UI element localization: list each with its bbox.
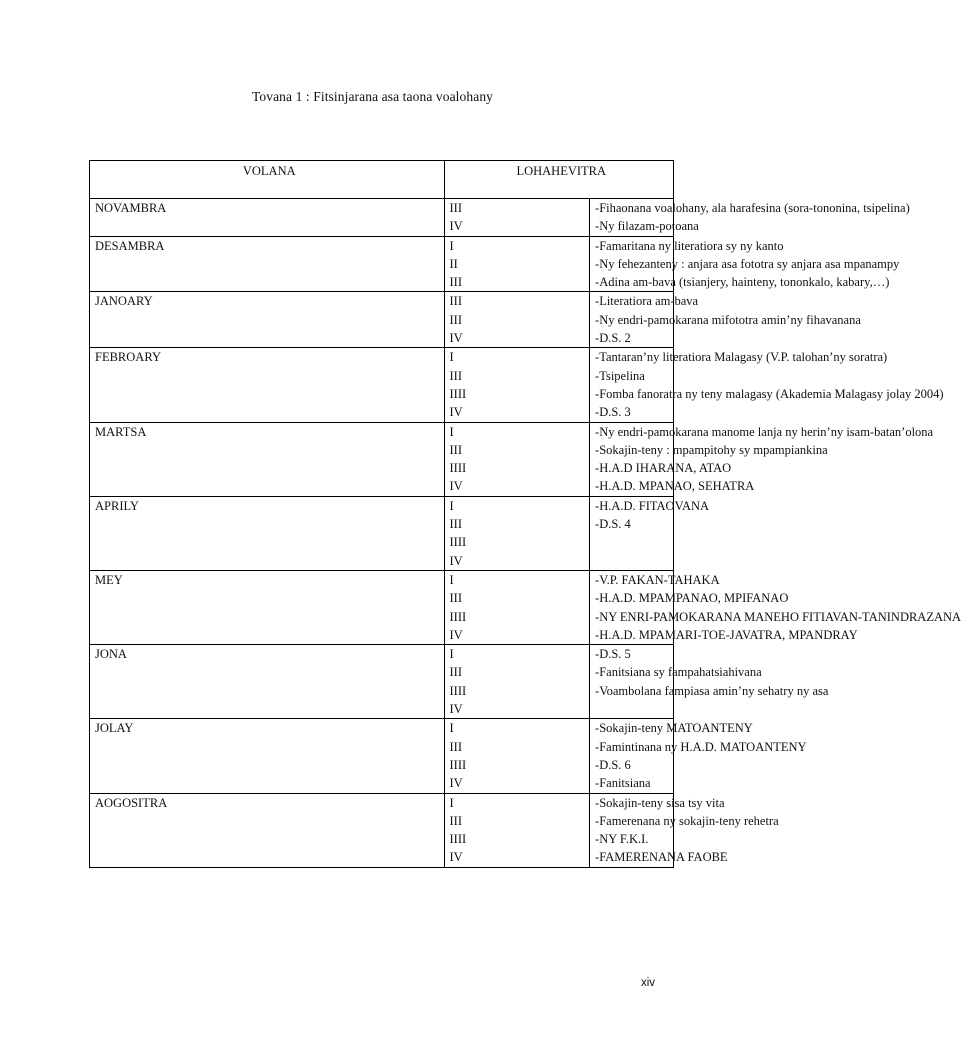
schedule-table: [89, 160, 961, 868]
topics-cell: [590, 422, 934, 496]
week-label: I: [449, 647, 454, 662]
table-row: [90, 199, 674, 237]
week-label: I: [449, 238, 454, 253]
weeks-cell: [444, 292, 590, 348]
topic-item: -Voambolana fampiasa amin’ny sehatry ny asa: [595, 683, 829, 698]
topic-item: -Famaritana ny literatiora sy ny kanto: [595, 238, 784, 253]
month-label: AOGOSITRA: [95, 795, 168, 810]
week-label: III: [449, 739, 462, 754]
topic-item: -Famerenana ny sokajin-teny rehetra: [595, 813, 779, 828]
week-label: IV: [449, 627, 463, 642]
weeks-cell: [444, 236, 590, 292]
month-label: JONA: [95, 647, 127, 662]
week-label: IV: [449, 702, 463, 717]
topic-item: -NY ENRI-PAMOKARANA MANEHO FITIAVAN-TANINDRAZANA: [595, 609, 961, 624]
topic-item: -H.A.D IHARANA, ATAO: [595, 461, 732, 476]
topic-item: -Sokajin-teny MATOANTENY: [595, 721, 753, 736]
table-title: Tovana 1 : Fitsinjarana asa taona voalohany: [251, 89, 494, 104]
topic-item: -D.S. 3: [595, 405, 631, 420]
month-label: APRILY: [95, 498, 139, 513]
month-cell: [90, 645, 445, 719]
week-label: IIII: [449, 683, 467, 698]
week-label: IIII: [449, 461, 467, 476]
topic-item: [595, 700, 673, 718]
table-row: [90, 570, 674, 644]
weeks-cell: [444, 645, 590, 719]
weeks-cell: [444, 719, 590, 793]
topic-item: -H.A.D. MPAMPANAO, MPIFANAO: [595, 591, 789, 606]
header-program: LOHAHEVITRA: [444, 161, 674, 199]
table-row: [90, 496, 674, 570]
month-cell: [90, 793, 445, 867]
week-label: I: [449, 498, 454, 513]
weeks-cell: [444, 422, 590, 496]
topic-item: -NY F.K.I.: [595, 832, 649, 847]
week-label: III: [449, 813, 462, 828]
week-label: IV: [449, 553, 463, 568]
week-label: III: [449, 201, 462, 215]
table-row: [90, 645, 674, 719]
month-cell: [90, 199, 445, 237]
topics-cell: [590, 236, 900, 292]
weeks-cell: [444, 348, 590, 422]
month-cell: [90, 719, 445, 793]
week-label: III: [449, 591, 462, 606]
topics-cell: [590, 199, 910, 237]
month-cell: [90, 348, 445, 422]
topic-item: -D.S. 4: [595, 517, 631, 532]
week-label: III: [449, 312, 462, 327]
page-number: xiv: [641, 977, 656, 989]
topics-cell: [590, 292, 861, 348]
table-header-row: [90, 161, 674, 199]
topic-item: [595, 533, 673, 551]
weeks-cell: [444, 570, 590, 644]
topic-item: -Tsipelina: [595, 368, 645, 383]
week-label: III: [449, 517, 462, 532]
week-label: I: [449, 795, 454, 810]
topic-item: -Famintinana ny H.A.D. MATOANTENY: [595, 739, 807, 754]
topic-item: -Ny endri-pamokarana mifototra amin’ny fihavanana: [595, 312, 861, 327]
topics-cell: [590, 719, 807, 793]
topic-item: -Fihaonana voalohany, ala harafesina (sora-tononina, tsipelina): [595, 201, 910, 215]
table-row: [90, 236, 674, 292]
topic-item: -D.S. 6: [595, 757, 631, 772]
week-label: IV: [449, 776, 463, 791]
week-label: III: [449, 294, 462, 309]
week-label: IIII: [449, 832, 467, 847]
month-cell: [90, 236, 445, 292]
month-cell: [90, 496, 445, 570]
topic-item: -Sokajin-teny sisa tsy vita: [595, 795, 725, 810]
weeks-cell: [444, 199, 590, 237]
week-label: IIII: [449, 757, 467, 772]
month-label: FEBROARY: [95, 350, 161, 365]
table-row: [90, 793, 674, 867]
month-label: DESAMBRA: [95, 238, 165, 253]
weeks-cell: [444, 793, 590, 867]
week-label: II: [449, 256, 458, 271]
topic-item: -Fanitsiana sy fampahatsiahivana: [595, 665, 762, 680]
week-label: I: [449, 424, 454, 439]
month-cell: [90, 422, 445, 496]
month-label: MARTSA: [95, 424, 147, 439]
topic-item: -Sokajin-teny : mpampitohy sy mpampiankina: [595, 442, 828, 457]
week-label: IV: [449, 331, 463, 346]
topics-cell: [590, 570, 961, 644]
week-label: I: [449, 350, 454, 365]
topic-item: -D.S. 5: [595, 647, 631, 662]
header-month: VOLANA: [90, 161, 445, 199]
topic-item: -D.S. 2: [595, 331, 631, 346]
topic-item: -Tantaran’ny literatiora Malagasy (V.P. talohan’ny soratra): [595, 350, 888, 365]
topic-item: -Ny filazam-potoana: [595, 219, 699, 234]
topics-cell: [590, 348, 944, 422]
topic-item: [595, 552, 673, 570]
topic-item: -V.P. FAKAN-TAHAKA: [595, 572, 720, 587]
week-label: III: [449, 665, 462, 680]
week-label: IV: [449, 850, 463, 865]
week-label: IIII: [449, 535, 467, 550]
week-label: III: [449, 275, 462, 290]
topics-cell: [590, 496, 710, 570]
month-label: JANOARY: [95, 294, 153, 309]
topic-item: -H.A.D. MPANAO, SEHATRA: [595, 479, 755, 494]
table-row: [90, 292, 674, 348]
month-cell: [90, 292, 445, 348]
week-label: IV: [449, 219, 463, 234]
topic-item: -Ny fehezanteny : anjara asa fototra sy anjara asa mpanampy: [595, 256, 900, 271]
table-row: [90, 422, 674, 496]
topics-cell: [590, 793, 779, 867]
week-label: IV: [449, 405, 463, 420]
month-label: MEY: [95, 572, 123, 587]
topic-item: -Ny endri-pamokarana manome lanja ny herin’ny isam-batan’olona: [595, 424, 934, 439]
week-label: III: [449, 368, 462, 383]
topic-item: -Fanitsiana: [595, 776, 651, 791]
week-label: IV: [449, 479, 463, 494]
week-label: III: [449, 442, 462, 457]
topic-item: -Literatiora am-bava: [595, 294, 699, 309]
month-label: JOLAY: [95, 721, 134, 736]
month-cell: [90, 570, 445, 644]
topic-item: -Adina am-bava (tsianjery, hainteny, tononkalo, kabary,…): [595, 275, 890, 290]
topics-cell: [590, 645, 829, 719]
topic-item: -FAMERENANA FAOBE: [595, 850, 728, 865]
week-label: I: [449, 721, 454, 736]
topic-item: -H.A.D. MPAMARI-TOE-JAVATRA, MPANDRAY: [595, 627, 858, 642]
week-label: I: [449, 572, 454, 587]
weeks-cell: [444, 496, 590, 570]
topic-item: -Fomba fanoratra ny teny malagasy (Akademia Malagasy jolay 2004): [595, 386, 944, 401]
week-label: IIII: [449, 386, 467, 401]
table-row: [90, 348, 674, 422]
month-label: NOVAMBRA: [95, 201, 167, 215]
topic-item: -H.A.D. FITAOVANA: [595, 498, 710, 513]
table-row: [90, 719, 674, 793]
week-label: IIII: [449, 609, 467, 624]
